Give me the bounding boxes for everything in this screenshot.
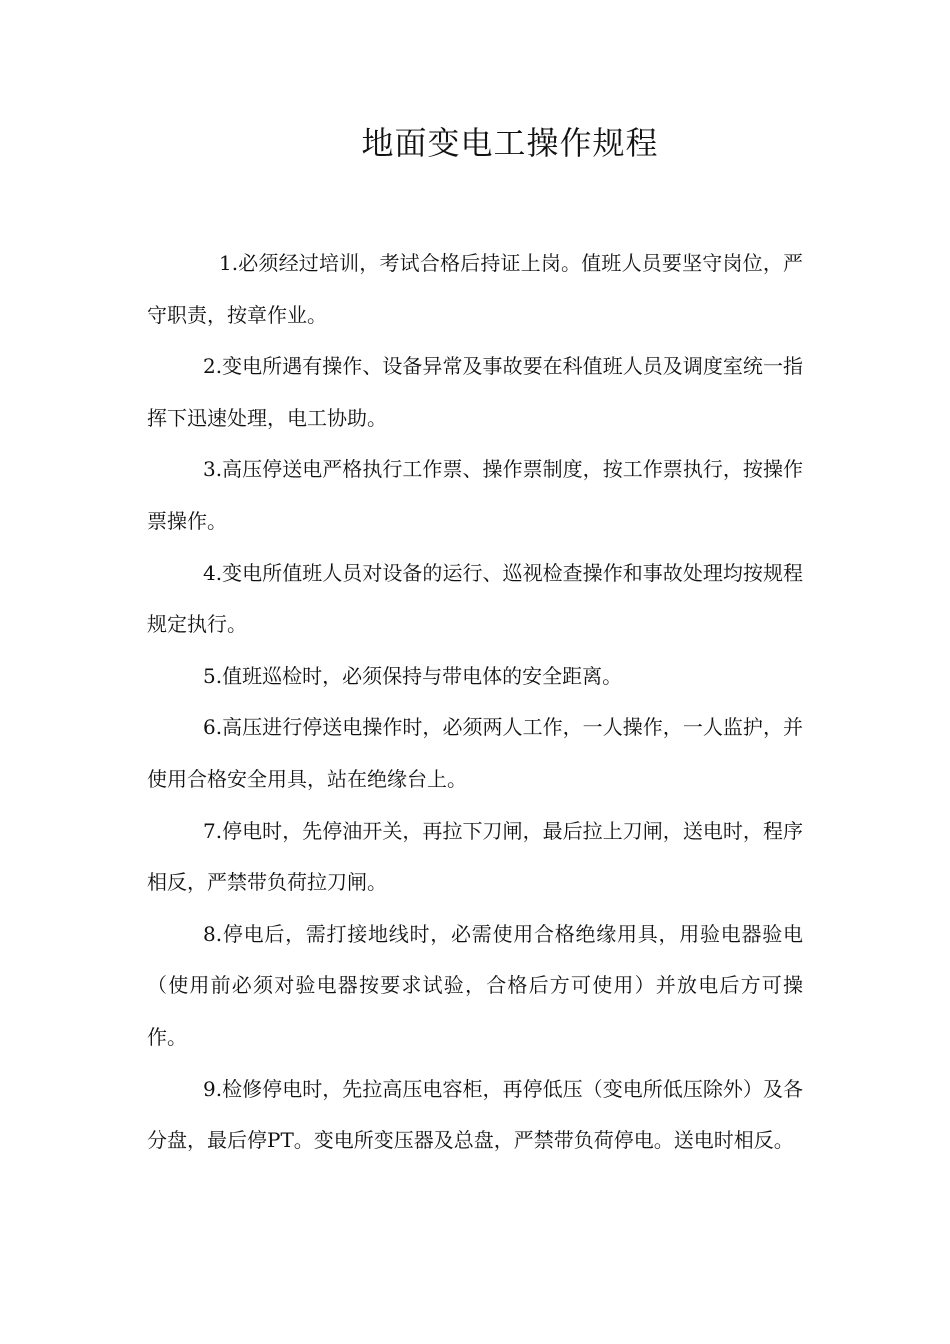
rule-paragraph-3: 3.高压停送电严格执行工作票、操作票制度，按工作票执行，按操作票操作。	[147, 457, 803, 533]
document-title: 地面变电工操作规程	[361, 124, 659, 162]
rule-paragraph-4: 4.变电所值班人员对设备的运行、巡视检查操作和事故处理均按规程规定执行。	[147, 560, 803, 637]
rule-paragraph-1: 1.必须经过培训，考试合格后持证上岗。值班人员要坚守岗位，严守职责，按章作业。	[147, 251, 803, 327]
rule-paragraph-2: 2.变电所遇有操作、设备异常及事故要在科值班人员及调度室统一指挥下迅速处理，电工协助。	[147, 354, 803, 430]
rule-paragraph-6: 6.高压进行停送电操作时，必须两人工作，一人操作，一人监护，并使用合格安全用具，站在绝缘台上。	[147, 715, 803, 791]
rule-paragraph-8: 8.停电后，需打接地线时，必需使用合格绝缘用具，用验电器验电（使用前必须对验电器按要求试验，合格后方可使用）并放电后方可操作。	[147, 921, 803, 1049]
rule-paragraph-7: 7.停电时，先停油开关，再拉下刀闸，最后拉上刀闸，送电时，程序相反，严禁带负荷拉刀闸。	[147, 818, 803, 895]
rule-paragraph-9: 9.检修停电时，先拉高压电容柜，再停低压（变电所低压除外）及各分盘，最后停PT。变电所变压器及总盘，严禁带负荷停电。送电时相反。	[147, 1076, 803, 1153]
rule-paragraph-5: 5.值班巡检时，必须保持与带电体的安全距离。	[203, 663, 623, 688]
document-body	[147, 238, 803, 1167]
